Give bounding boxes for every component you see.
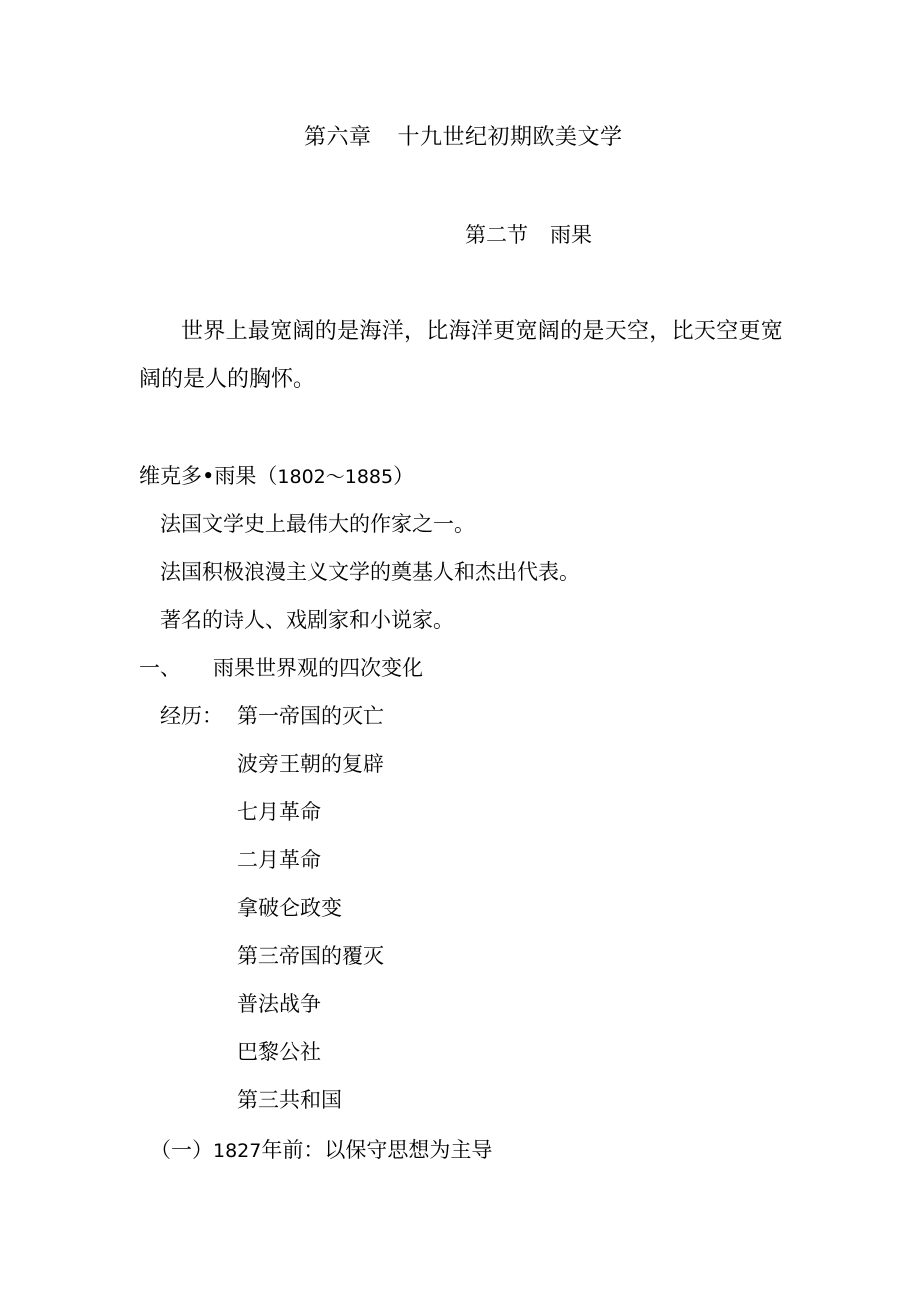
experience-event: 巴黎公社 <box>237 1040 321 1064</box>
quote-line-1: 世界上最宽阔的是海洋，比海洋更宽阔的是天空，比天空更宽 <box>181 319 784 344</box>
author-name: 维克多•雨果（ <box>139 464 278 488</box>
part-marker: 一、 <box>139 656 181 680</box>
experience-event: 第一帝国的灭亡 <box>237 704 384 728</box>
subsection-marker: （一） <box>150 1138 213 1162</box>
quote-line-2: 阔的是人的胸怀。 <box>139 367 316 392</box>
fact-item: 法国积极浪漫主义文学的奠基人和杰出代表。 <box>160 560 580 584</box>
experience-event: 普法战争 <box>237 992 321 1016</box>
section-name: 雨果 <box>550 223 592 247</box>
experience-event: 第三共和国 <box>237 1088 342 1112</box>
author-years: 1802～1885 <box>277 466 394 488</box>
experience-event: 波旁王朝的复辟 <box>237 752 384 776</box>
chapter-number: 第六章 <box>304 125 372 150</box>
experience-label: 经历： <box>160 704 223 728</box>
experience-event: 第三帝国的覆灭 <box>237 944 384 968</box>
fact-item: 法国文学史上最伟大的作家之一。 <box>160 512 475 536</box>
chapter-title <box>304 124 623 152</box>
experience-label-line <box>160 702 223 730</box>
experience-event: 二月革命 <box>237 848 321 872</box>
chapter-name: 十九世纪初期欧美文学 <box>397 125 623 150</box>
part-title: 雨果世界观的四次变化 <box>213 656 423 680</box>
subsection-text: 年前：以保守思想为主导 <box>261 1138 493 1162</box>
section-number: 第二节 <box>465 223 528 247</box>
subsection-year: 1827 <box>213 1140 262 1162</box>
author-line <box>139 462 414 491</box>
author-close-paren: ） <box>393 464 415 488</box>
experience-event: 七月革命 <box>237 800 321 824</box>
section-title <box>465 221 592 249</box>
experience-event: 拿破仑政变 <box>237 896 342 920</box>
part-heading <box>139 654 423 682</box>
fact-item: 著名的诗人、戏剧家和小说家。 <box>160 608 454 632</box>
subsection-heading <box>150 1136 492 1165</box>
